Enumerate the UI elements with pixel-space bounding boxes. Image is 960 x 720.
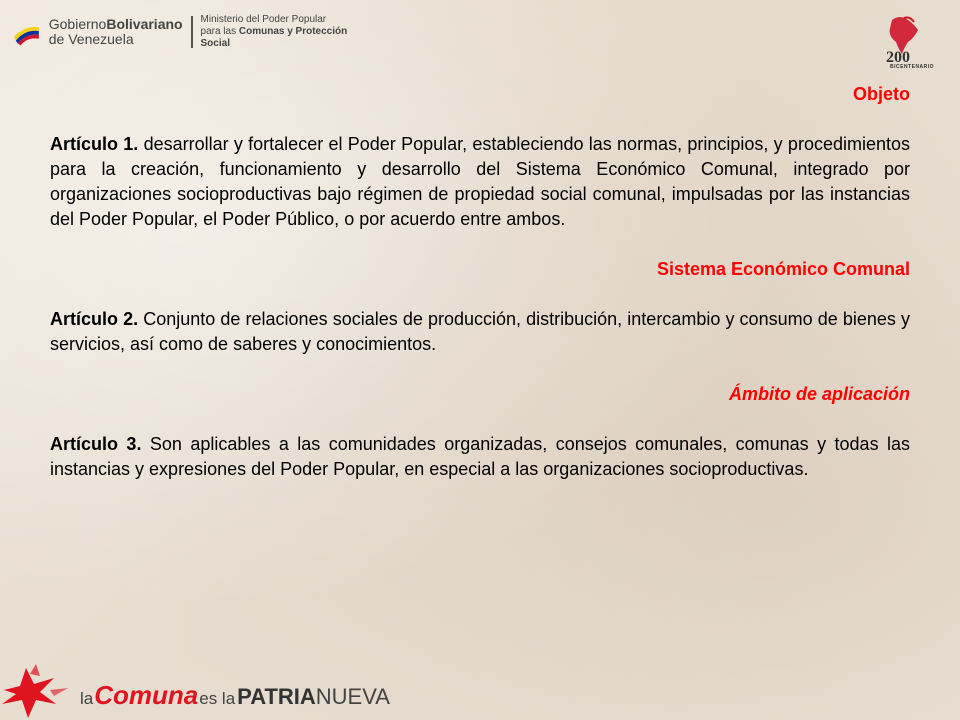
ministry-bold: Comunas y Protección Social	[200, 26, 348, 49]
red-star-splash-icon	[0, 660, 72, 720]
article-2-label: Artículo 2.	[50, 309, 139, 329]
slogan-nueva: NUEVA	[315, 684, 390, 709]
article-2-text: Conjunto de relaciones sociales de producción, distribución, intercambio y consumo de bienes y servicios, así como de saberes y conocimientos.	[50, 309, 910, 354]
slogan-la: la	[80, 689, 94, 708]
section-title-sistema: Sistema Económico Comunal	[656, 259, 910, 279]
spacer	[50, 282, 910, 307]
article-3	[50, 432, 910, 482]
spacer	[50, 232, 910, 257]
spacer	[50, 107, 910, 132]
bicentenario-logo-icon	[874, 12, 938, 72]
logo-divider	[191, 16, 193, 48]
government-name	[49, 17, 183, 47]
section-title-ambito: Ámbito de aplicación	[728, 384, 910, 404]
svg-text:200: 200	[886, 49, 910, 66]
footer	[0, 660, 960, 720]
section-title-objeto: Objeto	[853, 84, 910, 104]
ministry-line1: Ministerio del Poder Popular	[200, 14, 327, 25]
ministry-name	[201, 14, 373, 50]
venezuela-flag-icon	[12, 17, 41, 47]
article-3-label: Artículo 3.	[50, 434, 142, 454]
article-2	[50, 307, 910, 357]
government-logo	[12, 14, 372, 50]
bicentenario-label: BICENTENARIO	[890, 64, 935, 70]
gov-country: de Venezuela	[48, 31, 134, 47]
slogan	[80, 680, 390, 710]
spacer	[50, 357, 910, 382]
gov-bold: Bolivariano	[106, 16, 183, 32]
spacer	[50, 407, 910, 432]
article-1	[50, 132, 910, 232]
ministry-prefix: para las	[200, 26, 237, 37]
slogan-patria: PATRIA	[237, 684, 316, 709]
slogan-comuna: Comuna	[94, 680, 199, 710]
gov-prefix: Gobierno	[48, 16, 107, 32]
document-body	[50, 82, 910, 482]
article-1-label: Artículo 1.	[50, 134, 139, 154]
article-1-text: desarrollar y fortalecer el Poder Popular, estableciendo las normas, principios, y procedimientos para la creación, funcionamiento y desarrollo del Sistema Económico Comunal, integrado por organizaciones socioproductivas bajo régimen de propiedad social comunal, impulsadas por las instancias del Poder Popular, el Poder Público, o por acuerdo entre ambos.	[50, 134, 910, 229]
slogan-esla: es la	[199, 689, 236, 708]
header	[0, 0, 960, 70]
article-3-text: Son aplicables a las comunidades organizadas, consejos comunales, comunas y todas las instancias y expresiones del Poder Popular, en especial a las organizaciones socioproductivas.	[50, 434, 911, 479]
